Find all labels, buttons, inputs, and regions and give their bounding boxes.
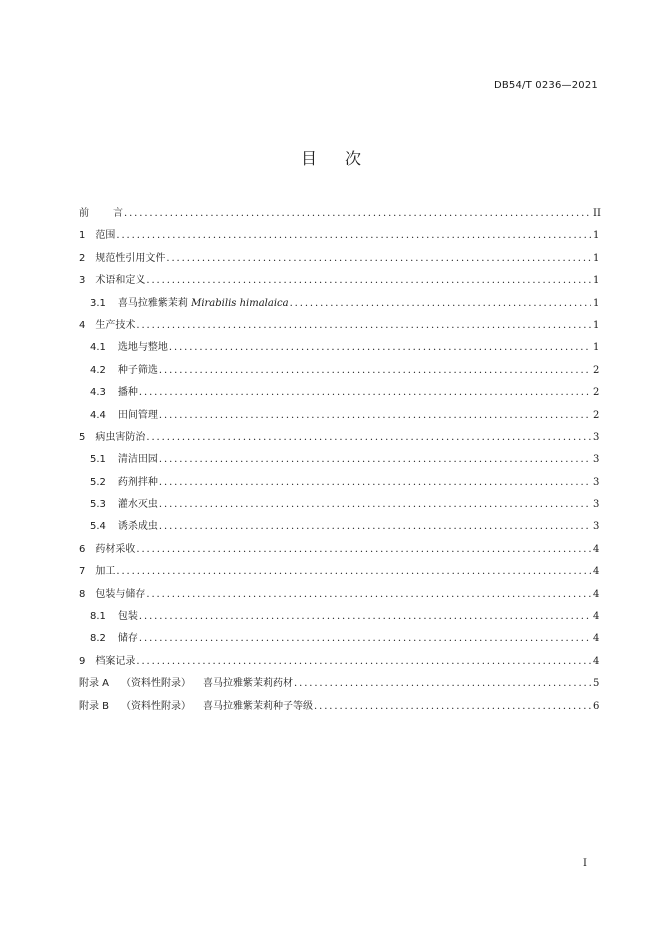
toc-entry-page: 2 [593, 387, 600, 399]
toc-entry-number: 4.1 [90, 342, 106, 354]
toc-entry[interactable] [79, 629, 599, 651]
toc-entry-number: 8.1 [90, 611, 106, 623]
toc-entry-page: 1 [593, 252, 600, 264]
toc-entry-appendix-b[interactable] [79, 697, 599, 719]
toc-leader-dots [159, 410, 591, 421]
toc-entry-title-cn: 喜马拉雅紫茉莉 [117, 297, 188, 309]
toc-entry-page: 1 [593, 342, 600, 354]
toc-entry-title: 灌水灭虫 [117, 499, 158, 511]
toc-entry-number: 5 [79, 431, 86, 443]
toc-entry-page: 2 [593, 364, 600, 376]
toc-entry[interactable] [79, 361, 599, 383]
toc-entry-title: 包装 [117, 611, 138, 623]
toc-entry-title: 规范性引用文件 [95, 252, 166, 264]
toc-entry-foreword[interactable] [79, 204, 599, 226]
toc-entry-title: 包装与储存 [95, 588, 146, 600]
toc-entry-page: 2 [593, 409, 600, 421]
toc-entry-number: 7 [79, 566, 86, 578]
toc-entry-page: 1 [593, 297, 600, 309]
toc-entry-number: 4.4 [90, 409, 106, 421]
toc-entry-page: 3 [593, 454, 600, 466]
toc-entry[interactable] [79, 495, 599, 517]
toc-entry-title: 术语和定义 [95, 275, 146, 287]
toc-entry[interactable] [79, 294, 599, 316]
toc-entry[interactable] [79, 652, 599, 674]
toc-entry[interactable] [79, 450, 599, 472]
toc-leader-dots [116, 230, 591, 241]
toc-entry[interactable] [79, 473, 599, 495]
toc-leader-dots [139, 611, 591, 622]
toc-entry-page: II [593, 208, 601, 219]
toc-entry-appendix-a[interactable] [79, 674, 599, 696]
toc-entry-number: 5.3 [90, 499, 106, 511]
toc-entry-number: 4.3 [90, 387, 106, 399]
toc-entry-latin-name: Mirabilis himalaica [191, 297, 289, 309]
toc-entry-page: 4 [593, 588, 600, 600]
page-folio: I [583, 858, 587, 869]
toc-entry[interactable] [79, 562, 599, 584]
toc-entry-title: 种子筛选 [117, 364, 158, 376]
toc-leader-dots [294, 678, 591, 689]
toc-entry[interactable] [79, 406, 599, 428]
toc-leader-dots [314, 701, 591, 712]
toc-entry-title: 档案记录 [95, 655, 136, 667]
toc-entry-title: 药剂拌种 [117, 476, 158, 488]
page-title: 目次 [300, 149, 389, 168]
toc-entry[interactable] [79, 585, 599, 607]
toc-entry-page: 4 [593, 655, 600, 667]
toc-leader-dots [159, 365, 591, 376]
toc-entry-title: 清洁田园 [117, 454, 158, 466]
toc-entry[interactable] [79, 226, 599, 248]
toc-entry-number: 5.4 [90, 521, 106, 533]
toc-leader-dots [159, 454, 591, 465]
toc-entry-title: 选地与整地 [117, 342, 168, 354]
toc-entry-page: 1 [593, 230, 600, 242]
toc-leader-dots [290, 298, 591, 309]
toc-entry-number: 附录 B [79, 700, 110, 712]
toc-entry-title [118, 294, 289, 309]
toc-entry-number: 5.2 [90, 476, 106, 488]
toc-entry-page: 6 [593, 700, 600, 712]
toc-entry[interactable] [79, 271, 599, 293]
toc-leader-dots [136, 544, 591, 555]
toc-entry-number: 9 [79, 655, 86, 667]
toc-entry-page: 4 [593, 611, 600, 623]
document-code: DB54/T 0236—2021 [493, 80, 598, 91]
toc-leader-dots [159, 499, 591, 510]
toc-leader-dots [146, 589, 591, 600]
toc-entry[interactable] [79, 517, 599, 539]
toc-leader-dots [169, 342, 591, 353]
toc-leader-dots [136, 320, 591, 331]
toc-entry-page: 3 [593, 499, 600, 511]
toc-entry-title: 田间管理 [117, 409, 158, 421]
toc-entry-page: 1 [593, 319, 600, 331]
table-of-contents [79, 204, 599, 719]
toc-entry-title: 加工 [95, 566, 116, 578]
toc-leader-dots [166, 253, 591, 264]
toc-entry-title: 喜马拉雅紫茉莉种子等级 [203, 700, 314, 712]
toc-entry-appendix-kind: （资料性附录） [121, 678, 192, 690]
toc-entry-title: 病虫害防治 [95, 431, 146, 443]
toc-entry-title: 储存 [117, 633, 138, 645]
toc-entry-number: 4.2 [90, 364, 106, 376]
toc-leader-dots [139, 387, 591, 398]
toc-leader-dots [159, 477, 591, 488]
toc-leader-dots [116, 566, 591, 577]
toc-entry-number: 5.1 [90, 454, 106, 466]
toc-entry-number: 8 [79, 588, 86, 600]
toc-entry-number: 4 [79, 319, 86, 331]
toc-entry[interactable] [79, 338, 599, 360]
toc-leader-dots [146, 432, 591, 443]
toc-entry-page: 4 [593, 566, 600, 578]
toc-entry-title: 药材采收 [95, 543, 136, 555]
toc-entry-number: 6 [79, 543, 86, 555]
toc-leader-dots [139, 633, 591, 644]
toc-leader-dots [124, 208, 591, 219]
toc-entry-page: 3 [593, 521, 600, 533]
toc-entry-title: 生产技术 [95, 319, 136, 331]
toc-entry-number: 8.2 [90, 633, 106, 645]
toc-entry[interactable] [79, 428, 599, 450]
toc-entry-appendix-kind: （资料性附录） [121, 700, 192, 712]
toc-leader-dots [159, 521, 591, 532]
toc-entry-title: 前言 [79, 208, 147, 219]
toc-entry-page: 4 [593, 633, 600, 645]
toc-entry-number: 3 [79, 275, 86, 287]
toc-leader-dots [136, 656, 591, 667]
toc-leader-dots [146, 275, 591, 286]
toc-entry-page: 5 [593, 678, 600, 690]
toc-entry-title: 播种 [117, 387, 138, 399]
toc-entry-number: 附录 A [79, 678, 110, 690]
toc-entry[interactable] [79, 540, 599, 562]
toc-entry[interactable] [79, 316, 599, 338]
toc-entry-title: 诱杀成虫 [117, 521, 158, 533]
toc-entry[interactable] [79, 249, 599, 271]
toc-entry-number: 2 [79, 252, 86, 264]
toc-entry[interactable] [79, 607, 599, 629]
toc-entry-page: 4 [593, 543, 600, 555]
toc-entry-title: 范围 [95, 230, 116, 242]
toc-entry[interactable] [79, 383, 599, 405]
toc-entry-number: 1 [79, 230, 86, 242]
toc-entry-page: 3 [593, 431, 600, 443]
toc-entry-number: 3.1 [90, 297, 106, 309]
toc-entry-page: 3 [593, 476, 600, 488]
toc-entry-title: 喜马拉雅紫茉莉药材 [203, 678, 294, 690]
toc-entry-page: 1 [593, 275, 600, 287]
